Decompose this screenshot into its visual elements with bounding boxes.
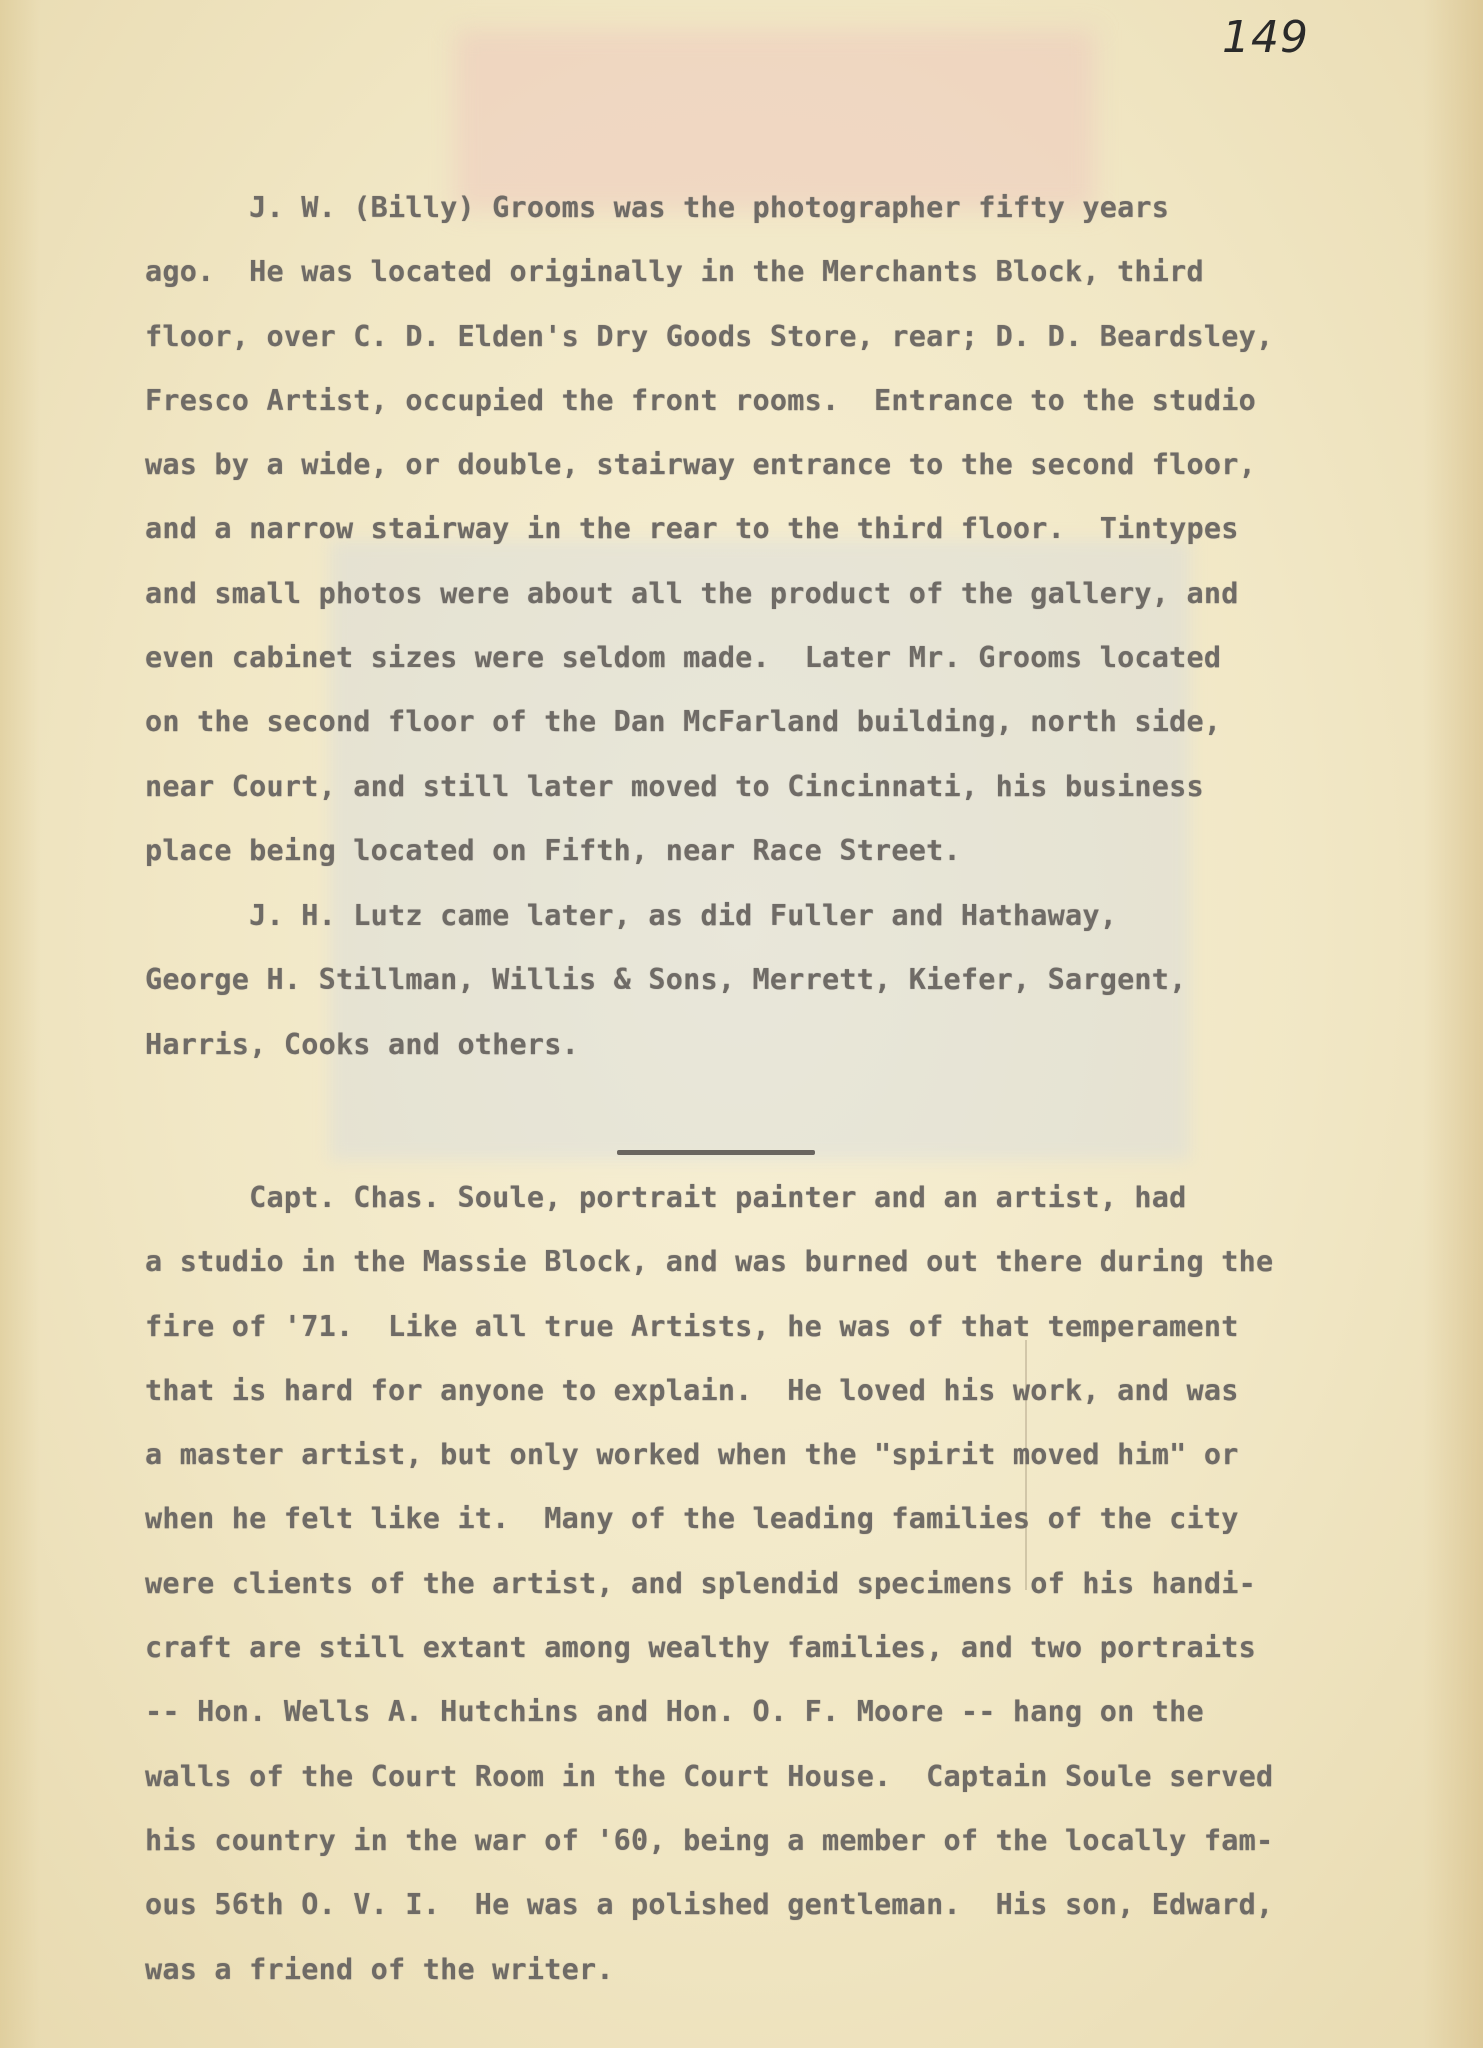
text-line: and a narrow stairway in the rear to the third floor. Tintypes xyxy=(145,512,1239,546)
text-line: ous 56th O. V. I. He was a polished gentleman. His son, Edward, xyxy=(145,1888,1274,1922)
text-line: were clients of the artist, and splendid specimens of his handi- xyxy=(145,1566,1256,1600)
text-line: his country in the war of '60, being a member of the locally fam- xyxy=(145,1823,1274,1857)
text-line: -- Hon. Wells A. Hutchins and Hon. O. F. Moore -- hang on the xyxy=(145,1695,1204,1729)
text-line: on the second floor of the Dan McFarland building, north side, xyxy=(145,705,1222,739)
paper-edge-left xyxy=(0,0,40,2048)
text-line: place being located on Fifth, near Race Street. xyxy=(145,833,961,867)
text-line: a master artist, but only worked when the "spirit moved him" or xyxy=(145,1438,1239,1472)
text-line: fire of '71. Like all true Artists, he was of that temperament xyxy=(145,1309,1239,1343)
paragraph-grooms xyxy=(145,176,1385,883)
text-line: Capt. Chas. Soule, portrait painter and an artist, had xyxy=(145,1181,1187,1214)
paragraph-soule xyxy=(145,1166,1385,2002)
text-line: was a friend of the writer. xyxy=(145,1952,614,1986)
text-line: Fresco Artist, occupied the front rooms. Entrance to the studio xyxy=(145,383,1256,417)
text-line: floor, over C. D. Elden's Dry Goods Store, rear; D. D. Beardsley, xyxy=(145,319,1274,353)
paragraph-lutz xyxy=(145,884,1385,1077)
page-number: 149 xyxy=(1222,12,1309,63)
text-line: walls of the Court Room in the Court House. Captain Soule served xyxy=(145,1759,1274,1793)
text-line: was by a wide, or double, stairway entrance to the second floor, xyxy=(145,448,1256,482)
text-line: ago. He was located originally in the Merchants Block, third xyxy=(145,255,1204,289)
text-line: J. H. Lutz came later, as did Fuller and Hathaway, xyxy=(145,899,1118,932)
text-line: that is hard for anyone to explain. He loved his work, and was xyxy=(145,1373,1239,1407)
paper-edge-right xyxy=(1423,0,1483,2048)
text-line: even cabinet sizes were seldom made. Later Mr. Grooms located xyxy=(145,641,1222,675)
text-line: Harris, Cooks and others. xyxy=(145,1027,579,1061)
text-line: J. W. (Billy) Grooms was the photographer fifty years xyxy=(145,191,1170,224)
text-line: George H. Stillman, Willis & Sons, Merrett, Kiefer, Sargent, xyxy=(145,963,1187,997)
text-line: and small photos were about all the product of the gallery, and xyxy=(145,576,1239,610)
text-line: a studio in the Massie Block, and was burned out there during the xyxy=(145,1245,1274,1279)
text-line: when he felt like it. Many of the leading families of the city xyxy=(145,1502,1239,1536)
section-divider xyxy=(617,1150,815,1155)
text-line: near Court, and still later moved to Cincinnati, his business xyxy=(145,769,1204,803)
text-line: craft are still extant among wealthy families, and two portraits xyxy=(145,1631,1256,1665)
